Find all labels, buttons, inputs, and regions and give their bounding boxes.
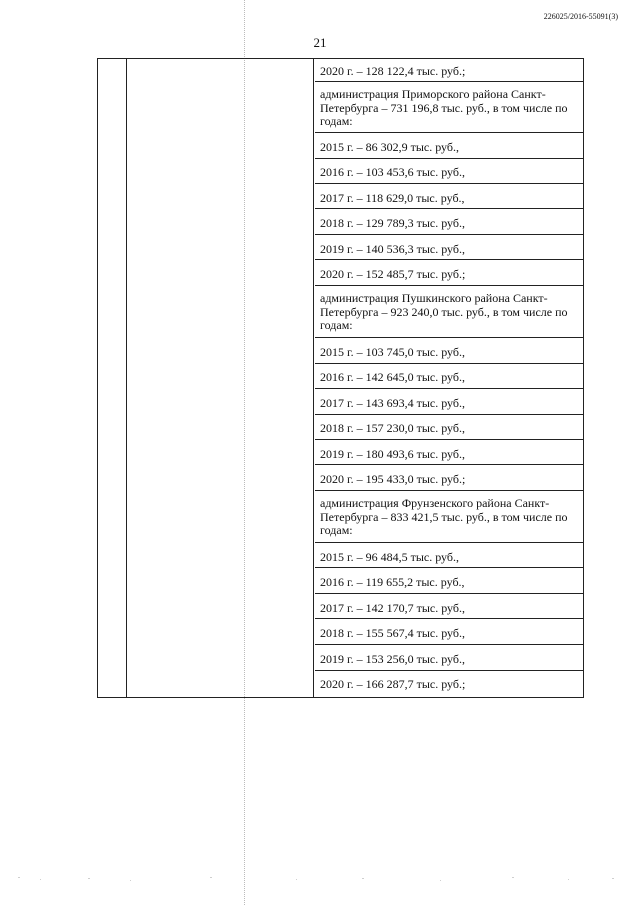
row-divider xyxy=(315,158,583,159)
list-item: 2016 г. – 142 645,0 тыс. руб., xyxy=(320,370,465,384)
list-item: администрация Пушкинского района Санкт-Петербурга – 923 240,0 тыс. руб., в том числе по годам: xyxy=(320,291,568,333)
list-item: 2015 г. – 86 302,9 тыс. руб., xyxy=(320,140,459,154)
row-divider xyxy=(315,542,583,543)
list-item: 2017 г. – 142 170,7 тыс. руб., xyxy=(320,601,465,615)
list-item: 2019 г. – 140 536,3 тыс. руб., xyxy=(320,242,465,256)
list-item: 2018 г. – 155 567,4 тыс. руб., xyxy=(320,626,465,640)
document-id: 226025/2016-55091(3) xyxy=(543,12,618,21)
column-divider-1 xyxy=(126,59,127,697)
row-divider xyxy=(315,464,583,465)
list-item: администрация Фрунзенского района Санкт-Петербурга – 833 421,5 тыс. руб., в том числе по годам: xyxy=(320,496,568,538)
column-divider-2 xyxy=(313,59,314,697)
list-item: 2019 г. – 180 493,6 тыс. руб., xyxy=(320,447,465,461)
row-divider xyxy=(315,132,583,133)
page-number: 21 xyxy=(313,35,327,50)
list-item: 2020 г. – 128 122,4 тыс. руб.; xyxy=(320,64,466,78)
row-divider xyxy=(315,183,583,184)
row-divider xyxy=(315,490,583,491)
row-divider xyxy=(315,439,583,440)
list-item: 2015 г. – 103 745,0 тыс. руб., xyxy=(320,345,465,359)
row-divider xyxy=(315,414,583,415)
list-item: 2018 г. – 129 789,3 тыс. руб., xyxy=(320,216,465,230)
list-item: 2017 г. – 118 629,0 тыс. руб., xyxy=(320,191,465,205)
list-item: 2015 г. – 96 484,5 тыс. руб., xyxy=(320,550,459,564)
scan-noise xyxy=(0,874,640,884)
list-item: 2020 г. – 152 485,7 тыс. руб.; xyxy=(320,267,466,281)
list-item: 2016 г. – 119 655,2 тыс. руб., xyxy=(320,575,465,589)
list-item: 2020 г. – 166 287,7 тыс. руб.; xyxy=(320,677,466,691)
row-divider xyxy=(315,81,583,82)
row-divider xyxy=(315,618,583,619)
funding-cell xyxy=(315,59,583,697)
list-item: 2018 г. – 157 230,0 тыс. руб., xyxy=(320,421,465,435)
row-divider xyxy=(315,337,583,338)
row-divider xyxy=(315,644,583,645)
row-divider xyxy=(315,234,583,235)
list-item: администрация Приморского района Санкт-Петербурга – 731 196,8 тыс. руб., в том числе по годам: xyxy=(320,87,568,129)
row-divider xyxy=(315,259,583,260)
list-item: 2017 г. – 143 693,4 тыс. руб., xyxy=(320,396,465,410)
funding-table xyxy=(97,58,584,698)
row-divider xyxy=(315,593,583,594)
row-divider xyxy=(315,567,583,568)
row-divider xyxy=(315,285,583,286)
list-item: 2020 г. – 195 433,0 тыс. руб.; xyxy=(320,472,466,486)
list-item: 2016 г. – 103 453,6 тыс. руб., xyxy=(320,165,465,179)
row-divider xyxy=(315,363,583,364)
row-divider xyxy=(315,388,583,389)
row-divider xyxy=(315,670,583,671)
row-divider xyxy=(315,208,583,209)
list-item: 2019 г. – 153 256,0 тыс. руб., xyxy=(320,652,465,666)
